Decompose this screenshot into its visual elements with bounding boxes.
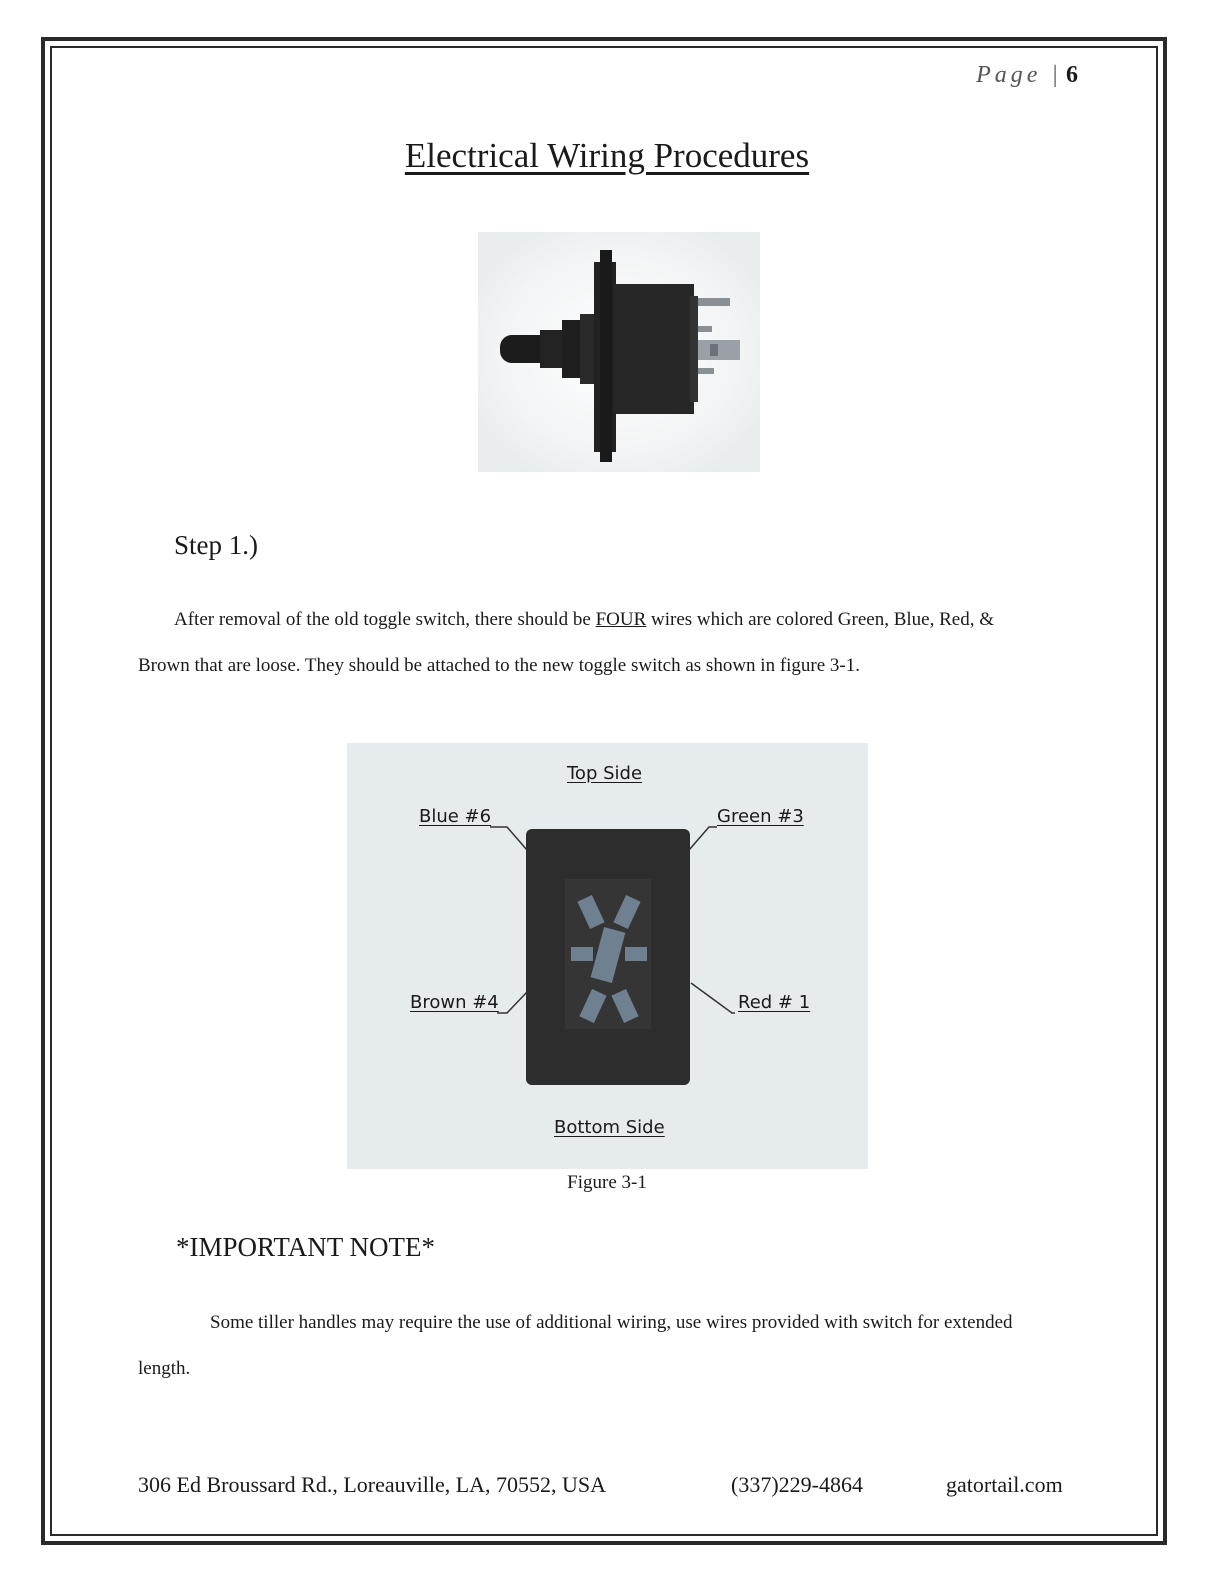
step-paragraph-line-2: Brown that are loose. They should be attached to the new toggle switch as shown in figure 3-1.: [138, 655, 861, 676]
page-number: [976, 62, 1078, 89]
page-label: Page |: [976, 62, 1062, 88]
footer-address: 306 Ed Broussard Rd., Loreauville, LA, 70552, USA: [138, 1472, 607, 1497]
note-paragraph-line-1: [138, 1300, 1078, 1346]
page-number-value: 6: [1066, 62, 1078, 88]
bottom-side-label: Bottom Side: [554, 1117, 665, 1138]
wire-label-green: Green #3: [717, 806, 804, 827]
step-text-before: After removal of the old toggle switch, there should be: [174, 609, 596, 630]
important-note-heading: *IMPORTANT NOTE*: [176, 1232, 435, 1262]
wire-label-brown: Brown #4: [410, 992, 499, 1013]
footer-phone: (337)229-4864: [731, 1472, 863, 1497]
step-paragraph-line-1: [138, 597, 1078, 643]
step-emphasis-four: FOUR: [595, 609, 647, 630]
note-paragraph-line-2: length.: [138, 1358, 191, 1379]
figure-caption: Figure 3-1: [567, 1172, 647, 1193]
step-text-after: wires which are colored Green, Blue, Red, &: [646, 609, 994, 630]
note-text-line-1: Some tiller handles may require the use of additional wiring, use wires provided with switch for extended: [210, 1312, 1013, 1333]
wire-label-blue: Blue #6: [419, 806, 492, 827]
toggle-switch-photo: [478, 232, 760, 472]
top-side-label: Top Side: [567, 763, 643, 784]
wiring-diagram-figure: [347, 743, 868, 1169]
step-heading: Step 1.): [174, 530, 258, 560]
wire-label-red: Red # 1: [738, 992, 811, 1013]
footer-website[interactable]: gatortail.com: [946, 1472, 1063, 1497]
page-title: Electrical Wiring Procedures: [404, 136, 810, 175]
